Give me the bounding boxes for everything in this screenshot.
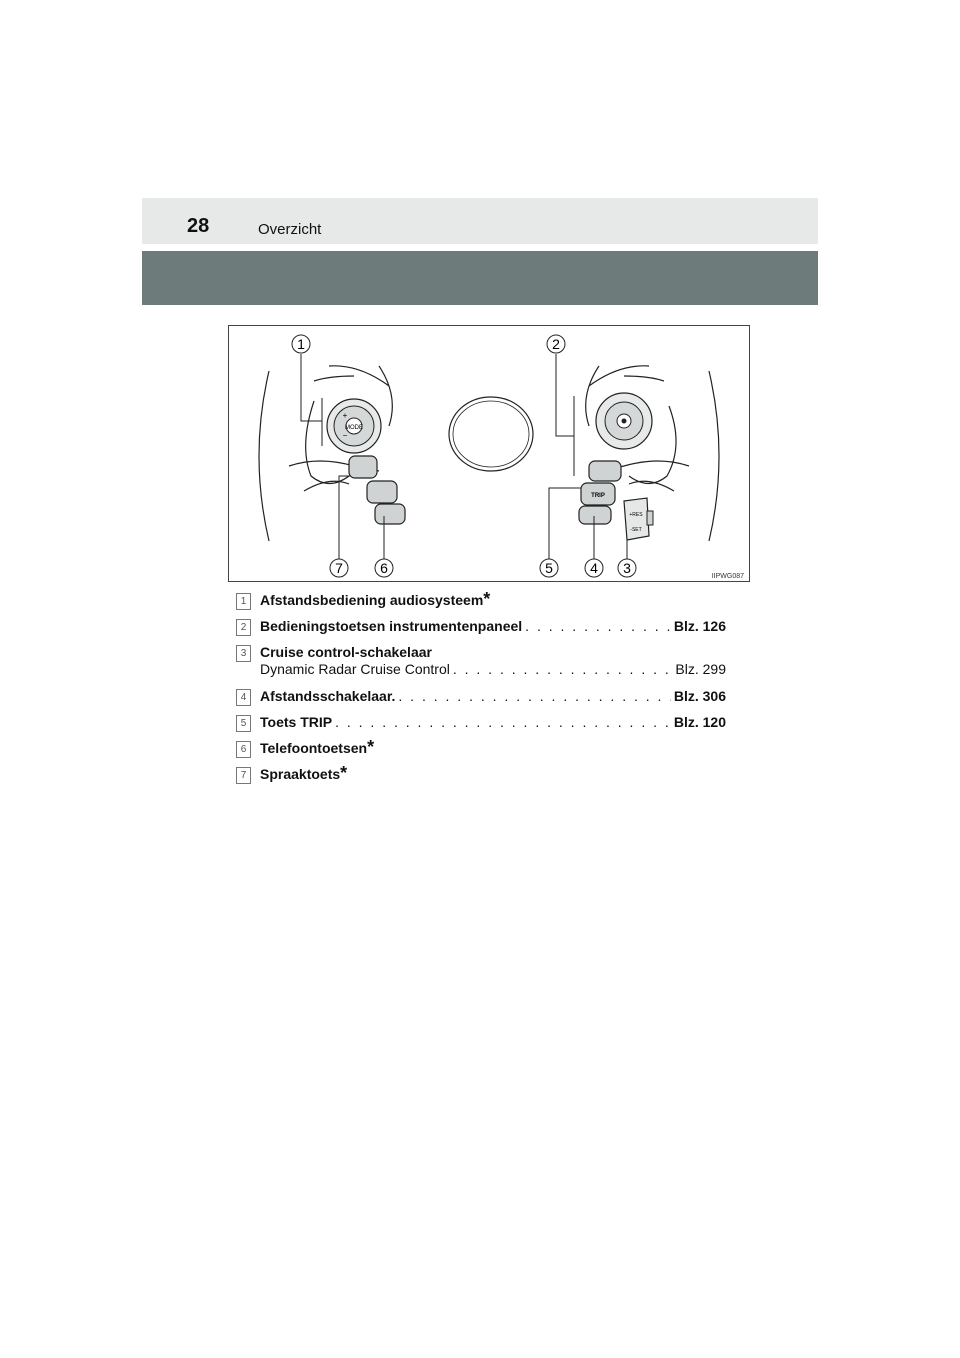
page-reference[interactable]: Blz. 120 bbox=[673, 714, 726, 730]
leader-dots bbox=[525, 618, 671, 635]
phone-button-off-hook bbox=[367, 481, 397, 503]
list-item: 6 Telefoontoetsen * bbox=[236, 740, 726, 766]
svg-text:−: − bbox=[342, 431, 348, 440]
item-label: Afstandsbediening audiosysteem bbox=[260, 592, 484, 608]
trip-button-label: TRIP bbox=[591, 493, 605, 499]
component-list bbox=[236, 589, 726, 792]
item-number: 3 bbox=[236, 645, 251, 662]
list-item bbox=[236, 644, 726, 688]
leader-dots bbox=[398, 688, 670, 705]
cruise-control-lever bbox=[624, 498, 653, 540]
phone-button-on-hook bbox=[375, 504, 405, 524]
figure-code: IIPWG087 bbox=[711, 573, 744, 580]
list-item: 7 Spraaktoets * bbox=[236, 766, 726, 792]
leader-dots bbox=[453, 661, 673, 678]
item-label: Bedieningstoetsen instrumentenpaneel bbox=[260, 618, 523, 634]
steering-wheel-figure bbox=[228, 325, 750, 582]
item-label: Cruise control-schakelaar bbox=[260, 644, 432, 660]
item-number: 7 bbox=[236, 767, 251, 784]
back-button bbox=[589, 461, 621, 481]
page-number: 28 bbox=[187, 215, 210, 237]
item-label: Telefoontoetsen bbox=[260, 740, 368, 756]
callout-label-7: 7 bbox=[335, 560, 343, 576]
section-band bbox=[142, 251, 818, 305]
callout-label-4: 4 bbox=[590, 560, 598, 576]
right-button-column bbox=[579, 461, 621, 524]
item-label: Toets TRIP bbox=[260, 714, 333, 730]
mode-button-label: MODE bbox=[345, 425, 363, 431]
page-reference[interactable]: Blz. 299 bbox=[675, 661, 726, 677]
audio-remote-control bbox=[327, 399, 381, 453]
item-sub-label: Dynamic Radar Cruise Control bbox=[260, 661, 450, 677]
voice-button bbox=[349, 456, 377, 478]
page-reference[interactable]: Blz. 126 bbox=[673, 618, 726, 634]
item-number: 2 bbox=[236, 619, 251, 636]
left-button-column bbox=[349, 456, 405, 524]
item-number: 1 bbox=[236, 593, 251, 610]
set-label: -SET bbox=[630, 527, 642, 533]
item-number: 5 bbox=[236, 715, 251, 732]
item-label: Afstandsschakelaar. bbox=[260, 688, 396, 704]
item-number: 6 bbox=[236, 741, 251, 758]
list-item: 1 Afstandsbediening audiosysteem * bbox=[236, 592, 726, 618]
item-label: Spraaktoets bbox=[260, 766, 341, 782]
header-bar bbox=[142, 198, 818, 244]
section-title: Overzicht bbox=[258, 221, 322, 238]
instrument-panel-controls bbox=[596, 393, 652, 449]
res-label: +RES bbox=[629, 512, 643, 518]
leader-dots bbox=[335, 714, 671, 731]
callout-label-2: 2 bbox=[552, 336, 560, 352]
list-item bbox=[236, 714, 726, 740]
svg-text:+: + bbox=[342, 411, 348, 420]
list-item bbox=[236, 688, 726, 714]
callout-label-6: 6 bbox=[380, 560, 388, 576]
callout-label-1: 1 bbox=[297, 336, 305, 352]
distance-switch bbox=[579, 506, 611, 524]
callout-label-5: 5 bbox=[545, 560, 553, 576]
item-number: 4 bbox=[236, 689, 251, 706]
list-item bbox=[236, 618, 726, 644]
steering-wheel-illustration bbox=[229, 326, 749, 581]
page-reference[interactable]: Blz. 306 bbox=[673, 688, 726, 704]
callout-label-3: 3 bbox=[623, 560, 631, 576]
